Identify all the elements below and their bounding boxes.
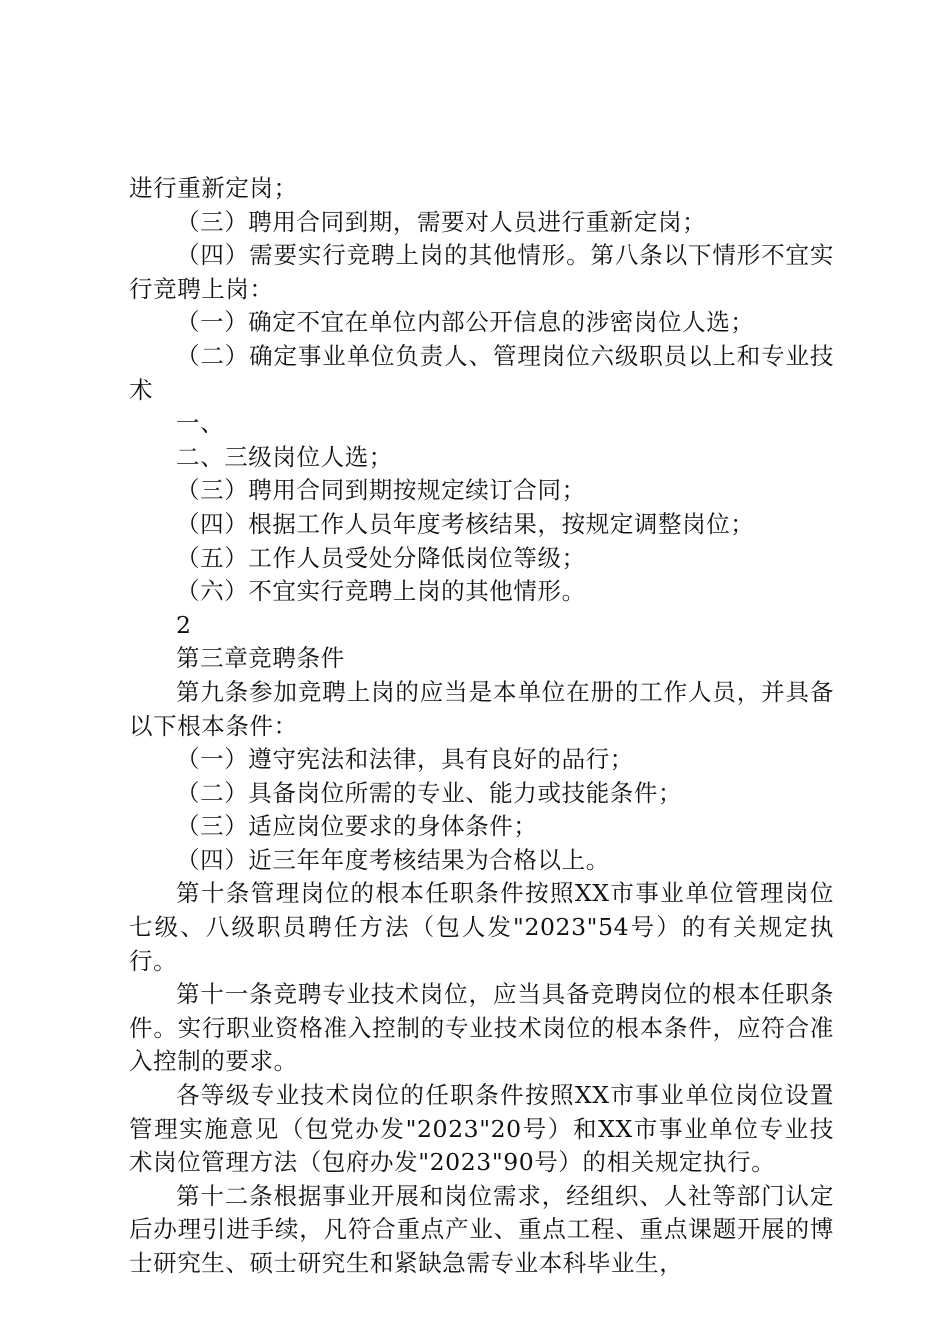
paragraph: （一）确定不宜在单位内部公开信息的涉密岗位人选； (176, 308, 755, 337)
paragraph: （五）工作人员受处分降低岗位等级； (176, 543, 586, 572)
paragraph: （三）聘用合同到期按规定续订合同； (176, 476, 586, 505)
paragraph: （三）聘用合同到期，需要对人员进行重新定岗； (176, 207, 707, 236)
chapter-heading: 第三章竞聘条件 (176, 644, 345, 673)
paragraph: （四）需要实行竞聘上岗的其他情形。第八条以下情形不宜实行竞聘上岗： (129, 241, 834, 303)
paragraph: （二）确定事业单位负责人、管理岗位六级职员以上和专业技术 (129, 341, 834, 404)
paragraph: 第十一条竞聘专业技术岗位，应当具备竞聘岗位的根本任职条件。实行职业资格准入控制的专业技术岗位的根本条件，应符合准入控制的要求。 (129, 980, 834, 1076)
paragraph: （三）适应岗位要求的身体条件； (176, 812, 538, 841)
paragraph: 各等级专业技术岗位的任职条件按照XX市事业单位岗位设置管理实施意见（包党办发"2023"20号）和XX市事业单位专业技术岗位管理方法（包府办发"2023"90号）的相关规定执行。 (129, 1081, 834, 1177)
paragraph: 第九条参加竞聘上岗的应当是本单位在册的工作人员，并具备以下根本条件： (129, 677, 834, 740)
paragraph: （四）根据工作人员年度考核结果，按规定调整岗位； (176, 509, 755, 538)
paragraph: 进行重新定岗； (129, 174, 298, 202)
paragraph: （六）不宜实行竞聘上岗的其他情形。 (176, 577, 586, 606)
paragraph: 第十条管理岗位的根本任职条件按照XX市事业单位管理岗位七级、八级职员聘任方法（包人发"2023"54号）的有关规定执行。 (129, 879, 834, 975)
document-body (129, 172, 834, 1281)
paragraph: 二、三级岗位人选； (176, 442, 393, 471)
page-number: 2 (176, 610, 192, 639)
paragraph: 一、 (176, 409, 225, 438)
paragraph: （四）近三年年度考核结果为合格以上。 (176, 845, 610, 874)
paragraph: （二）具备岗位所需的专业、能力或技能条件； (176, 778, 683, 807)
paragraph: （一）遵守宪法和法律，具有良好的品行； (176, 745, 634, 774)
paragraph: 第十二条根据事业开展和岗位需求，经组织、人社等部门认定后办理引进手续，凡符合重点产业、重点工程、重点课题开展的博士研究生、硕士研究生和紧缺急需专业本科毕业生， (129, 1181, 834, 1277)
